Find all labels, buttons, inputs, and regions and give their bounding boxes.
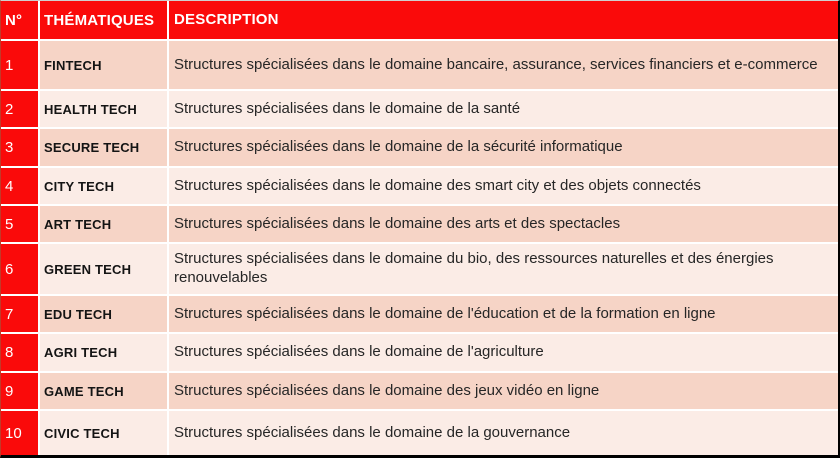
row-theme-cell: CITY TECH	[40, 168, 169, 204]
table-row	[1, 168, 838, 206]
row-theme-cell: EDU TECH	[40, 296, 169, 332]
row-number-cell: 9	[1, 373, 40, 409]
header-description: DESCRIPTION	[169, 1, 838, 39]
row-number-cell: 6	[1, 244, 40, 294]
row-number-cell: 2	[1, 91, 40, 127]
row-description-cell: Structures spécialisées dans le domaine de l'agriculture	[169, 334, 838, 371]
table-row	[1, 334, 838, 373]
table-row	[1, 91, 838, 129]
row-description-cell: Structures spécialisées dans le domaine de la santé	[169, 91, 838, 127]
table-row	[1, 411, 838, 455]
row-description-cell: Structures spécialisées dans le domaine de la sécurité informatique	[169, 129, 838, 166]
row-number-cell: 7	[1, 296, 40, 332]
row-number-cell: 10	[1, 411, 40, 455]
table-row	[1, 296, 838, 334]
row-description-cell: Structures spécialisées dans le domaine du bio, des ressources naturelles et des énergies renouvelables	[169, 244, 838, 294]
row-description-cell: Structures spécialisées dans le domaine des jeux vidéo en ligne	[169, 373, 838, 409]
table-row	[1, 244, 838, 296]
table-row	[1, 373, 838, 411]
table-row	[1, 129, 838, 168]
row-description-cell: Structures spécialisées dans le domaine des arts et des spectacles	[169, 206, 838, 242]
row-theme-cell: ART TECH	[40, 206, 169, 242]
row-theme-cell: CIVIC TECH	[40, 411, 169, 455]
row-number-cell: 8	[1, 334, 40, 371]
row-theme-cell: SECURE TECH	[40, 129, 169, 166]
table-header-row	[1, 1, 838, 41]
table-row	[1, 206, 838, 244]
row-number-cell: 1	[1, 41, 40, 89]
row-number-cell: 3	[1, 129, 40, 166]
row-theme-cell: HEALTH TECH	[40, 91, 169, 127]
row-theme-cell: GREEN TECH	[40, 244, 169, 294]
table-row	[1, 41, 838, 91]
row-theme-cell: FINTECH	[40, 41, 169, 89]
row-number-cell: 4	[1, 168, 40, 204]
row-description-cell: Structures spécialisées dans le domaine de l'éducation et de la formation en ligne	[169, 296, 838, 332]
row-description-cell: Structures spécialisées dans le domaine des smart city et des objets connectés	[169, 168, 838, 204]
row-description-cell: Structures spécialisées dans le domaine bancaire, assurance, services financiers et e-commerce	[169, 41, 838, 89]
table-body	[1, 41, 838, 455]
header-num: N°	[1, 1, 40, 39]
row-description-cell: Structures spécialisées dans le domaine de la gouvernance	[169, 411, 838, 455]
row-theme-cell: GAME TECH	[40, 373, 169, 409]
row-number-cell: 5	[1, 206, 40, 242]
row-theme-cell: AGRI TECH	[40, 334, 169, 371]
header-thematiques: THÉMATIQUES	[40, 1, 169, 39]
